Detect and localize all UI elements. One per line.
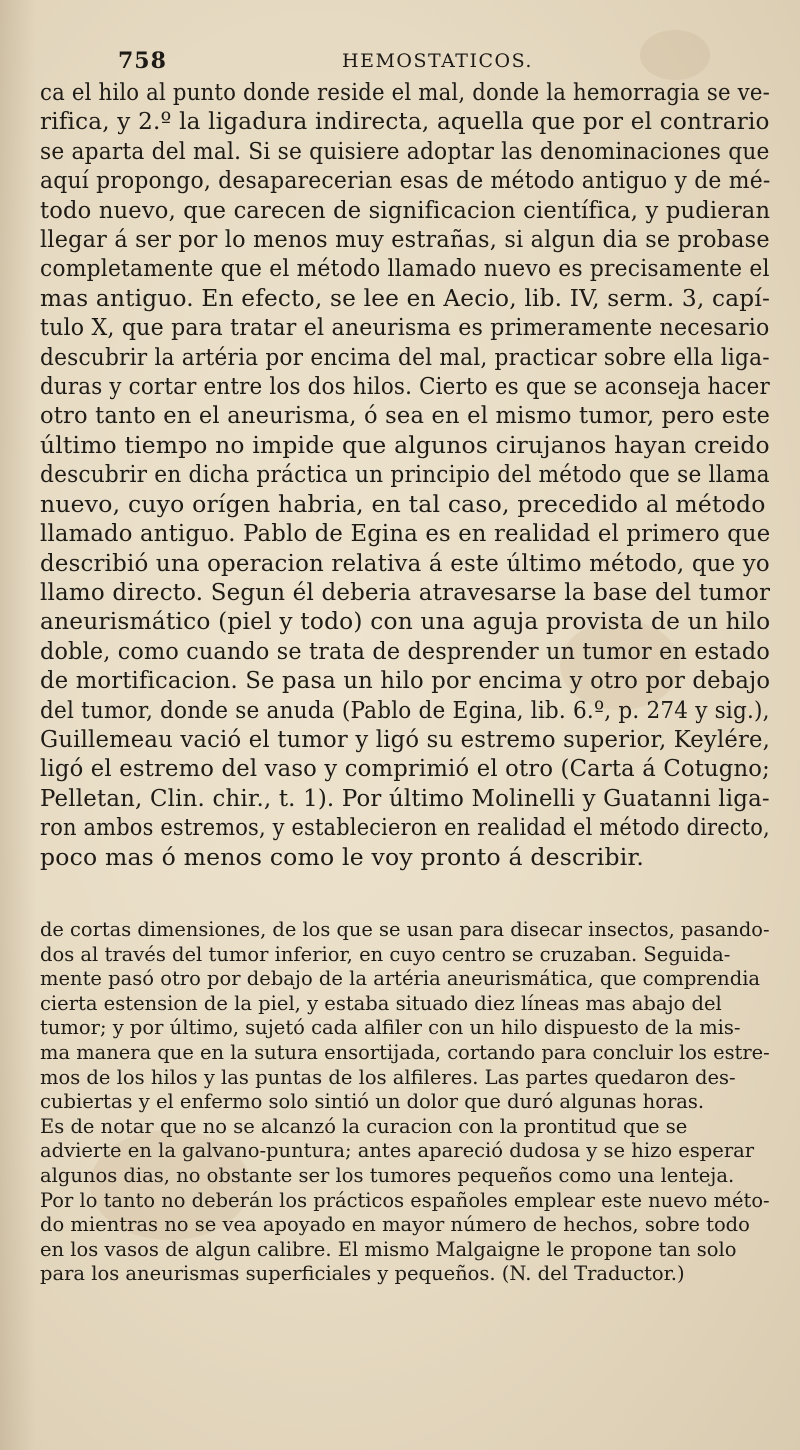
paper-stain (640, 30, 710, 80)
footnote-line: mos de los hilos y las puntas de los alfileres. Las partes quedaron des- (40, 1065, 736, 1089)
footnote-line: Por lo tanto no deberán los prácticos españoles emplear este nuevo méto- (40, 1188, 770, 1212)
text-line: descubrir la artéria por encima del mal, practicar sobre ella liga- (40, 342, 770, 371)
running-title: HEMOSTATICOS. (342, 50, 533, 72)
text-line: de mortificacion. Se pasa un hilo por encima y otro por debajo (40, 666, 771, 695)
main-paragraph (40, 78, 770, 872)
text-line: llamado antiguo. Pablo de Egina es en realidad el primero que (40, 519, 771, 548)
text-line: completamente que el método llamado nuevo es precisamente el (40, 254, 770, 283)
footnote-line: algunos dias, no obstante ser los tumores pequeños como una lenteja. (40, 1163, 735, 1187)
text-line: último tiempo no impide que algunos cirujanos hayan creido (40, 430, 770, 459)
text-line: ca el hilo al punto donde reside el mal, donde la hemorragia se ve- (40, 78, 770, 106)
footnote-line: advierte en la galvano-puntura; antes apareció dudosa y se hizo esperar (40, 1139, 755, 1163)
footnote-line: mente pasó otro por debajo de la artéria aneurismática, que comprendia (40, 967, 761, 991)
text-line: aquí propongo, desaparecerian esas de método antiguo y de mé- (40, 166, 771, 195)
text-line: aneurismático (piel y todo) con una aguja provista de un hilo (40, 607, 771, 636)
footnote-line: cierta estension de la piel, y estaba situado diez líneas mas abajo del (40, 991, 722, 1015)
footnote-line: de cortas dimensiones, de los que se usan para disecar insectos, pasando- (40, 918, 770, 941)
footnote-line: cubiertas y el enfermo solo sintió un dolor que duró algunas horas. (40, 1090, 705, 1114)
text-line: rifica, y 2.º la ligadura indirecta, aquella que por el contrario (40, 107, 770, 136)
text-line: Pelletan, Clin. chir., t. 1). Por último Molinelli y Guatanni liga- (40, 783, 770, 812)
text-line: del tumor, donde se anuda (Pablo de Egina, lib. 6.º, p. 274 y sig.), (40, 695, 770, 724)
text-line: llamo directo. Segun él deberia atravesarse la base del tumor (40, 577, 771, 606)
footnote-line: tumor; y por último, sujetó cada alfiler con un hilo dispuesto de la mis- (40, 1016, 741, 1040)
main-text (40, 78, 770, 872)
footnote (40, 918, 770, 1287)
footnote-line: en los vasos de algun calibre. El mismo Malgaigne le propone tan solo (40, 1237, 737, 1261)
text-line: llegar á ser por lo menos muy estrañas, si algun dia se probase (40, 225, 770, 254)
footnote-line: dos al través del tumor inferior, en cuyo centro se cruzaban. Seguida- (40, 942, 731, 966)
footnote-line: do mientras no se vea apoyado en mayor número de hechos, sobre todo (40, 1213, 750, 1237)
text-line: Guillemeau vació el tumor y ligó su estremo superior, Keylére, (40, 724, 771, 753)
binding-shadow (0, 0, 36, 1450)
text-line: doble, como cuando se trata de desprender un tumor en estado (40, 636, 770, 665)
text-line: descubrir en dicha práctica un principio del método que se llama (40, 460, 770, 489)
text-line: describió una operacion relativa á este último método, que yo (40, 548, 770, 577)
text-line: nuevo, cuyo orígen habria, en tal caso, precedido al método (40, 489, 766, 518)
page-header (118, 48, 618, 76)
text-line: todo nuevo, que carecen de significacion científica, y pudieran (40, 195, 771, 224)
footnote-line: Es de notar que no se alcanzó la curacion con la prontitud que se (40, 1114, 688, 1138)
text-line: duras y cortar entre los dos hilos. Cierto es que se aconseja hacer (40, 372, 770, 401)
text-line: otro tanto en el aneurisma, ó sea en el mismo tumor, pero este (40, 401, 771, 430)
footnote-line: para los aneurismas superficiales y pequeños. (N. del Traductor.) (40, 1262, 685, 1286)
text-line: ron ambos estremos, y establecieron en realidad el método directo, (40, 813, 770, 842)
footnote-line: ma manera que en la sutura ensortijada, cortando para concluir los estre- (40, 1040, 770, 1064)
page-number: 758 (118, 48, 167, 74)
text-line: ligó el estremo del vaso y comprimió el otro (Carta á Cotugno; (40, 754, 770, 783)
text-line: mas antiguo. En efecto, se lee en Aecio, lib. IV, serm. 3, capí- (40, 283, 771, 312)
text-line: tulo X, que para tratar el aneurisma es primeramente necesario (40, 313, 770, 342)
text-line: poco mas ó menos como le voy pronto á describir. (40, 842, 644, 871)
text-line: se aparta del mal. Si se quisiere adoptar las denominaciones que (40, 136, 770, 165)
